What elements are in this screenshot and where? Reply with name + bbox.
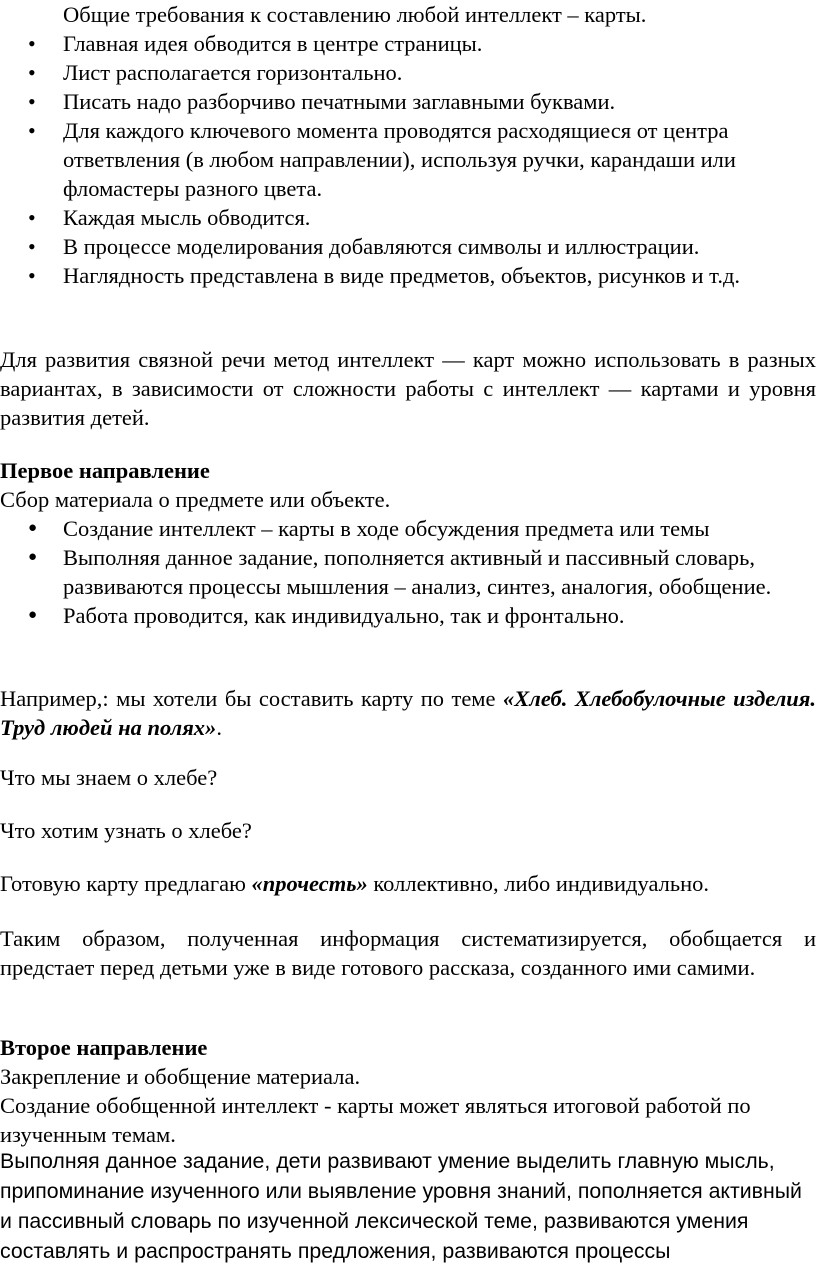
- bullet-icon: ●: [28, 549, 38, 565]
- offer-emphasis: «прочесть»: [251, 871, 368, 896]
- bullet-icon: •: [28, 234, 36, 259]
- bullet-icon: ●: [28, 607, 38, 623]
- second-direction-line: Создание обобщенной интеллект - карты может являться итоговой работой по изученным темам.: [0, 1093, 751, 1147]
- example-paragraph: Например,: мы хотели бы составить карту по теме «Хлеб. Хлебобулочные изделия. Труд людей на полях».: [0, 686, 816, 740]
- conclusion-paragraph: Таким образом, полученная информация систематизируется, обобщается и предстает перед детьми уже в виде готового рассказа, созданного ими самими.: [0, 926, 816, 980]
- bullet-icon: •: [28, 89, 36, 114]
- list-item: • Главная идея обводится в центре страницы.: [28, 31, 483, 56]
- bullet-icon: •: [28, 60, 36, 85]
- list-item: ● Работа проводится, как индивидуально, так и фронтально.: [28, 603, 625, 628]
- example-topic: «Хлеб. Хлебобулочные изделия. Труд людей на полях»: [0, 686, 816, 740]
- second-direction-paragraph: Выполняя данное задание, дети развивают умение выделить главную мысль, припоминание изученного или выявление уровня знаний, пополняется активный и пассивный словарь по изученной лексической теме, развиваются умения составлять и распространять предложения, развиваются процессы: [0, 1149, 802, 1263]
- list-item: • Каждая мысль обводится.: [28, 205, 311, 230]
- first-direction-list: [0, 514, 816, 630]
- list-item: ● Создание интеллект – карты в ходе обсуждения предмета или темы: [28, 516, 710, 541]
- list-item: • В процессе моделирования добавляются символы и иллюстрации.: [28, 234, 700, 259]
- bullet-icon: •: [28, 263, 36, 288]
- first-direction-heading: Первое направление: [0, 458, 210, 483]
- question-known: Что мы знаем о хлебе?: [0, 765, 218, 790]
- question-want: Что хотим узнать о хлебе?: [0, 818, 252, 843]
- development-paragraph: Для развития связной речи метод интеллект — карт можно использовать в разных вариантах, в зависимости от сложности работы с интеллект — картами и уровня развития детей.: [0, 347, 816, 430]
- bullet-icon: •: [28, 205, 36, 230]
- list-item: • Наглядность представлена в виде предметов, объектов, рисунков и т.д.: [28, 263, 741, 288]
- list-item: ● Выполняя данное задание, пополняется активный и пассивный словарь, развиваются процессы мышления – анализ, синтез, аналогия, обобщение.: [28, 545, 772, 599]
- second-direction-line: Закрепление и обобщение материала.: [0, 1064, 361, 1089]
- bullet-icon: ●: [28, 520, 38, 536]
- intro-title: Общие требования к составлению любой интеллект – карты.: [63, 2, 647, 27]
- list-item: • Для каждого ключевого момента проводятся расходящиеся от центра ответвления (в любом направлении), используя ручки, карандаши или фломастеры разного цвета.: [28, 118, 736, 201]
- list-item: • Писать надо разборчиво печатными заглавными буквами.: [28, 89, 616, 114]
- second-direction-heading: Второе направление: [0, 1035, 208, 1060]
- list-item: • Лист располагается горизонтально.: [28, 60, 403, 85]
- bullet-icon: •: [28, 31, 36, 56]
- requirements-list: [0, 29, 816, 290]
- offer-paragraph: Готовую карту предлагаю «прочесть» коллективно, либо индивидуально.: [0, 871, 710, 896]
- first-direction-subtitle: Сбор материала о предмете или объекте.: [0, 487, 391, 512]
- bullet-icon: •: [28, 118, 36, 143]
